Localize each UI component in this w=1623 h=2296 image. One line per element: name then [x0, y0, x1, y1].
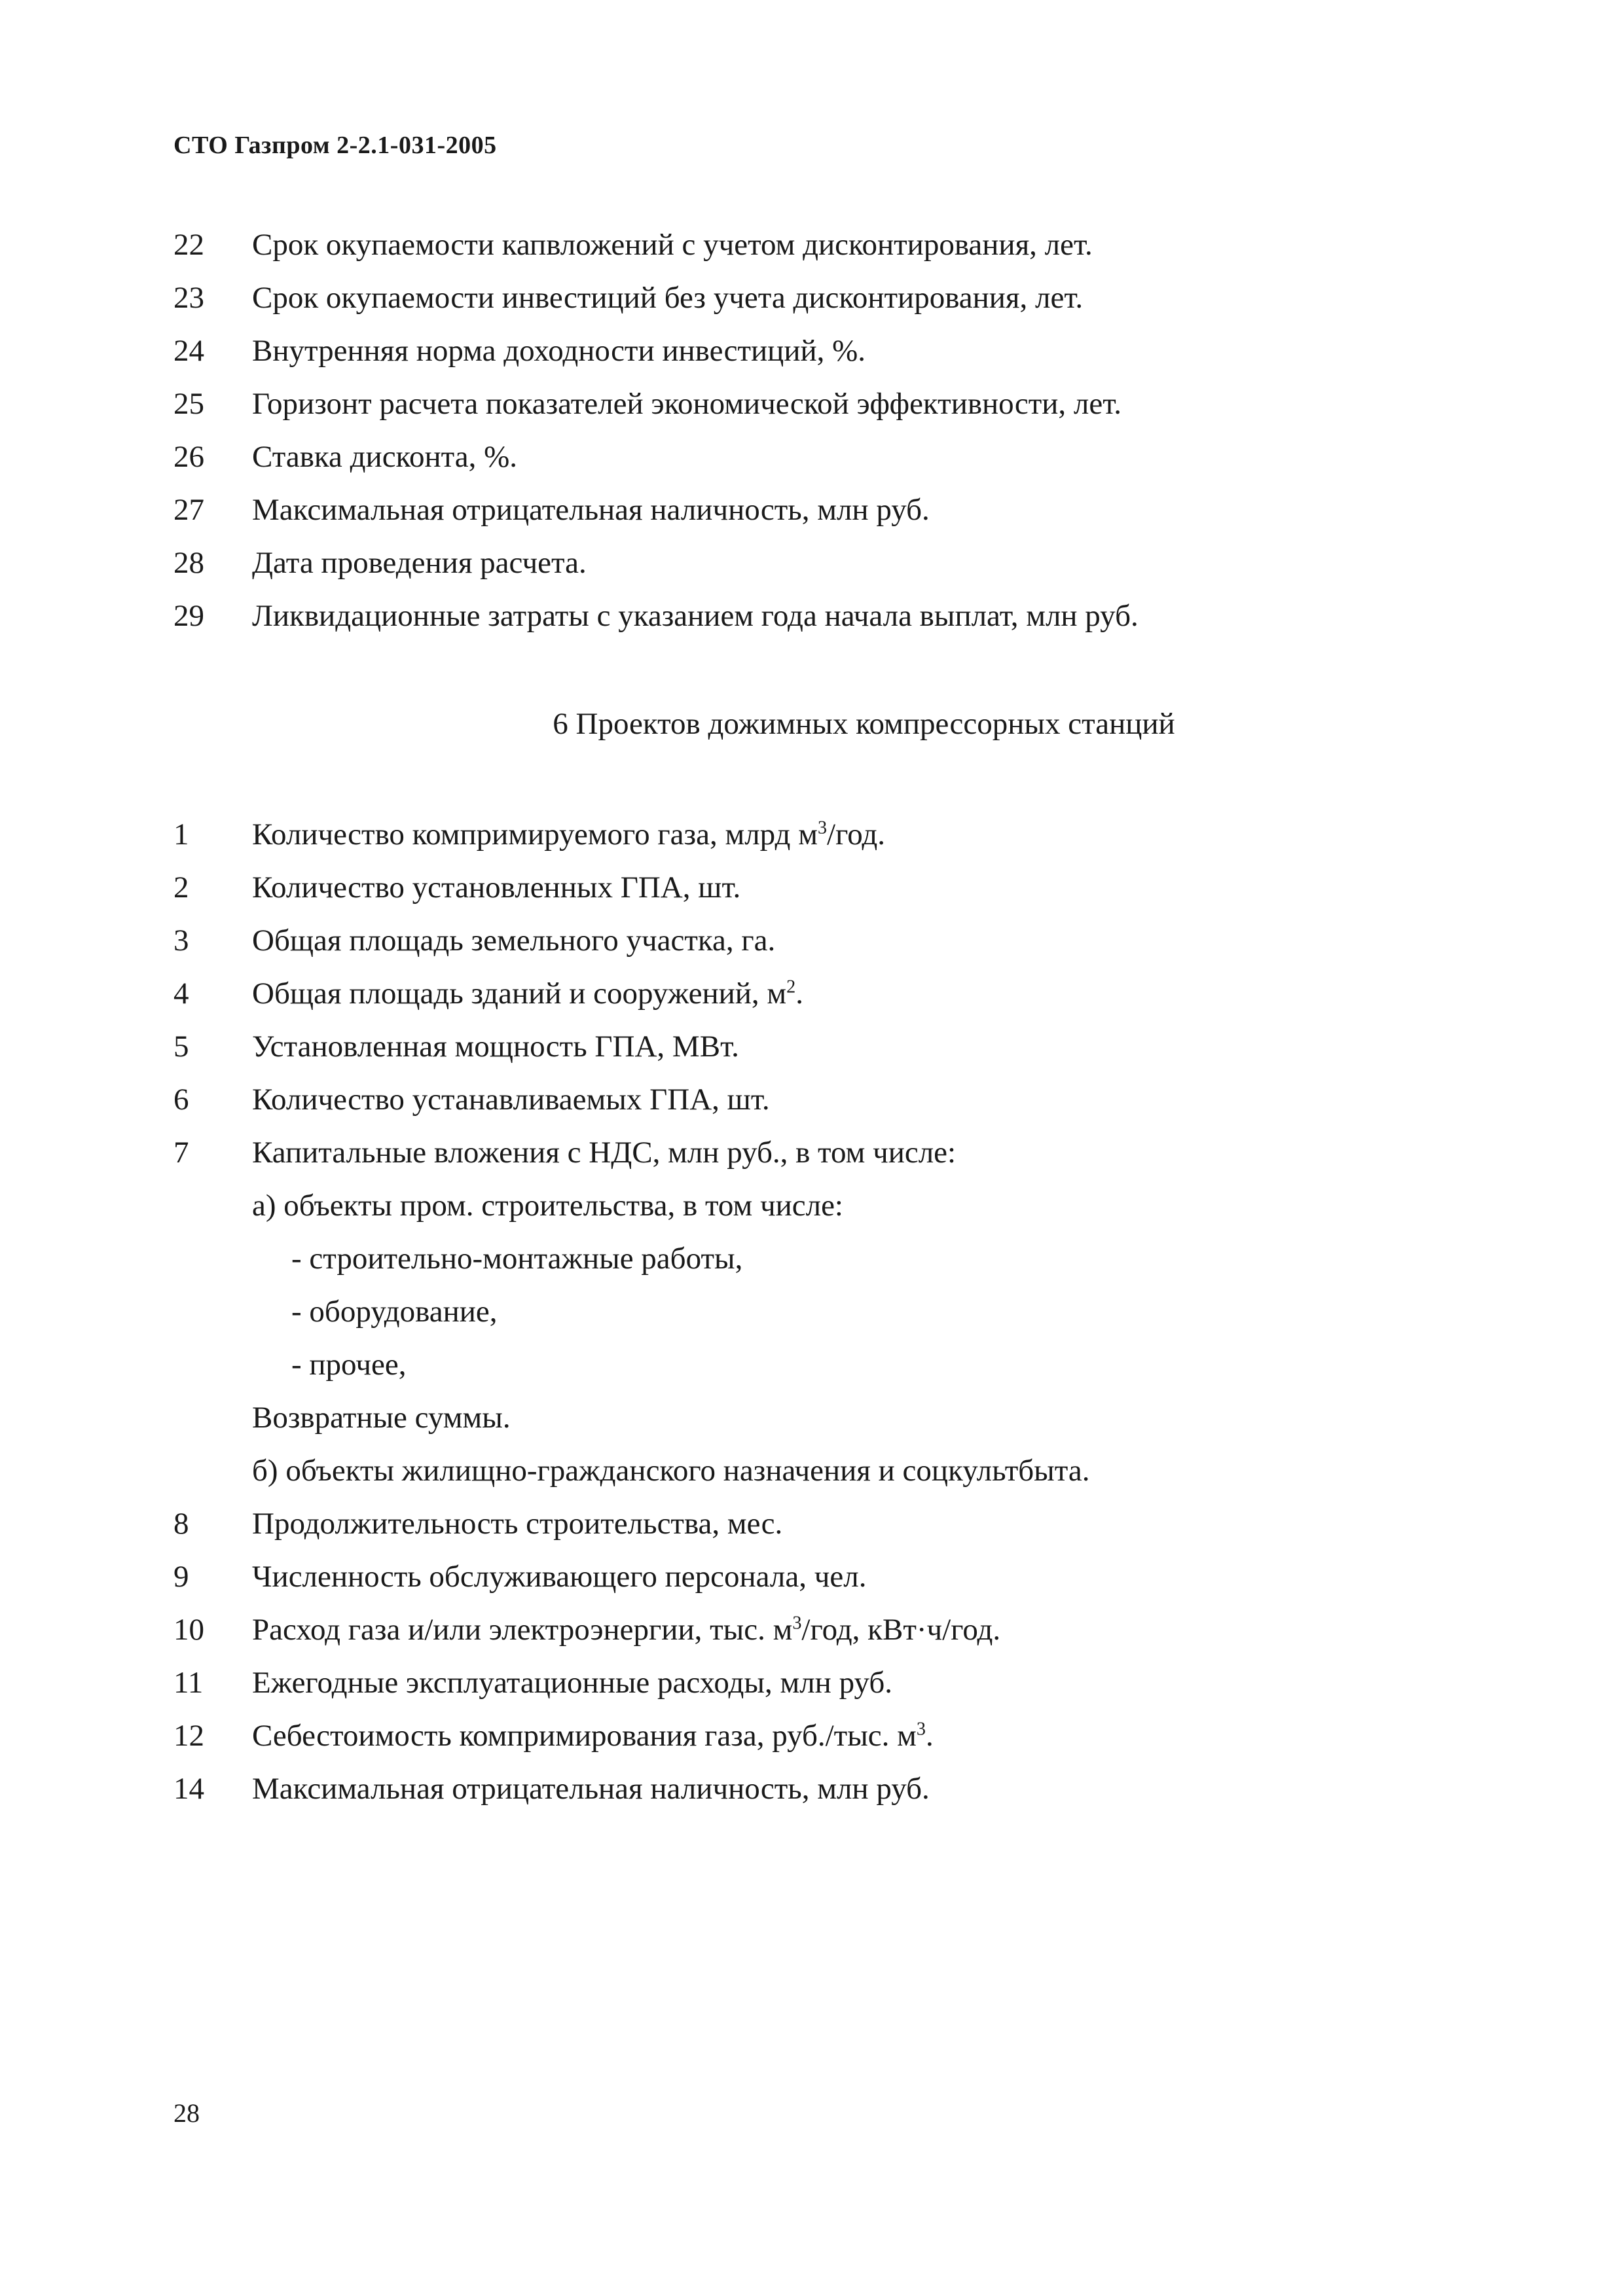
- item-number: 22: [173, 228, 204, 262]
- superscript: 3: [817, 817, 828, 838]
- superscript: 3: [916, 1719, 926, 1740]
- superscript: 2: [786, 977, 796, 997]
- page-number: 28: [173, 2098, 200, 2128]
- item-number: 5: [173, 1030, 189, 1064]
- item-text: Ежегодные эксплуатационные расходы, млн руб.: [252, 1666, 893, 1700]
- item-text: Максимальная отрицательная наличность, млн руб.: [252, 1772, 930, 1806]
- item-text: а) объекты пром. строительства, в том числе:: [252, 1189, 843, 1223]
- item-number: 27: [173, 493, 204, 527]
- item-text: Общая площадь зданий и сооружений, $м^2$.: [252, 977, 804, 1011]
- item-text: Установленная мощность ГПА, МВт.: [252, 1030, 739, 1064]
- section-title-text: 6 Проектов дожимных компрессорных станций: [553, 707, 1175, 741]
- item-text: Себестоимость компримирования газа, руб./тыс. $м^3$.: [252, 1719, 934, 1753]
- item-text: Продолжительность строительства, мес.: [252, 1507, 783, 1541]
- item-number: 26: [173, 440, 204, 474]
- item-text: Капитальные вложения с НДС, млн руб., в том числе:: [252, 1136, 957, 1170]
- item-text: б) объекты жилищно-гражданского назначения и соцкультбыта.: [252, 1454, 1090, 1488]
- item-number: 1: [173, 817, 189, 852]
- item-number: 9: [173, 1560, 189, 1594]
- item-text: Численность обслуживающего персонала, чел.: [252, 1560, 867, 1594]
- item-text: Количество устанавливаемых ГПА, шт.: [252, 1083, 770, 1117]
- item-text: Срок окупаемости капвложений с учетом дисконтирования, лет.: [252, 228, 1093, 262]
- item-text: Максимальная отрицательная наличность, млн руб.: [252, 493, 930, 527]
- item-text: Количество установленных ГПА, шт.: [252, 870, 741, 905]
- item-number: 23: [173, 281, 204, 315]
- item-text: Количество компримируемого газа, млрд $м^3$/год.: [252, 817, 886, 852]
- item-number: 14: [173, 1772, 204, 1806]
- item-number: 3: [173, 924, 189, 958]
- item-number: 6: [173, 1083, 189, 1117]
- item-number: 12: [173, 1719, 204, 1753]
- item-text: Расход газа и/или электроэнергии, тыс. $м^3$/год, кВт·ч/год.: [252, 1613, 1001, 1647]
- item-text: Общая площадь земельного участка, га.: [252, 924, 776, 958]
- item-number: 8: [173, 1507, 189, 1541]
- item-number: 28: [173, 546, 204, 580]
- item-number: 29: [173, 599, 204, 633]
- item-number: 7: [173, 1136, 189, 1170]
- item-text: - строительно-монтажные работы,: [291, 1242, 743, 1276]
- item-text: Дата проведения расчета.: [252, 546, 587, 580]
- item-text: Горизонт расчета показателей экономической эффективности, лет.: [252, 387, 1122, 421]
- item-number: 24: [173, 334, 204, 368]
- item-number: 25: [173, 387, 204, 421]
- item-number: 11: [173, 1666, 204, 1700]
- item-text: Ликвидационные затраты с указанием года начала выплат, млн руб.: [252, 599, 1139, 633]
- item-text: - прочее,: [291, 1348, 407, 1382]
- item-text: - оборудование,: [291, 1295, 498, 1329]
- item-text: Срок окупаемости инвестиций без учета дисконтирования, лет.: [252, 281, 1084, 315]
- item-text: Ставка дисконта, %.: [252, 440, 518, 474]
- section-title: [0, 706, 1623, 742]
- item-text: Возвратные суммы.: [252, 1401, 511, 1435]
- item-number: 10: [173, 1613, 204, 1647]
- superscript: 3: [792, 1613, 802, 1634]
- document-header: СТО Газпром 2-2.1-031-2005: [173, 132, 497, 159]
- item-number: 4: [173, 977, 189, 1011]
- item-text: Внутренняя норма доходности инвестиций, %.: [252, 334, 866, 368]
- item-number: 2: [173, 870, 189, 905]
